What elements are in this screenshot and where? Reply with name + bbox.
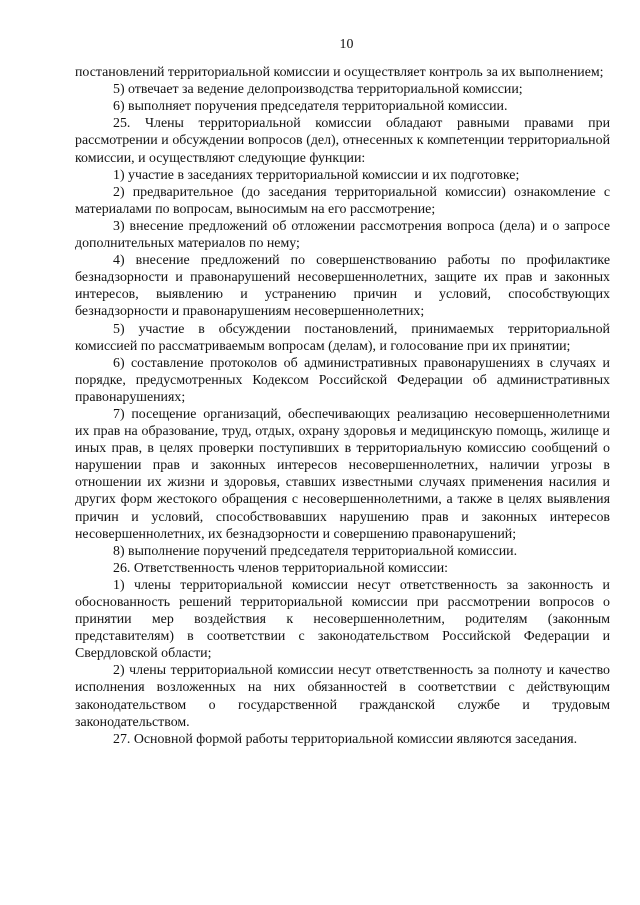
section-25-item-2: 2) предварительное (до заседания территориальной комиссии) ознакомление с материалами по вопросам, выносимым на его рассмотрение;: [75, 184, 610, 217]
list-item-6-orders: 6) выполняет поручения председателя территориальной комиссии.: [113, 99, 508, 115]
section-26-item-1: 1) члены территориальной комиссии несут ответственность за законность и обоснованность решений территориальной комиссии при рассмотрении вопросов о принятии мер воздействия к несовершеннолетним, родителям (законным представителям) в соответствии с законодательством Российской Федерации и Свердловской области;: [75, 577, 610, 662]
page-number: 10: [339, 37, 354, 52]
section-25-heading: 25. Члены территориальной комиссии обладают равными правами при рассмотрении и обсуждении вопросов (дел), отнесенных к компетенции территориальной комиссии, и осуществляют следующие функции:: [75, 116, 610, 166]
section-25-item-4: 4) внесение предложений по совершенствованию работы по профилактике безнадзорности и правонарушений несовершеннолетних, защите их прав и законных интересов, выявлению и устранению причин и условий, способствующих безнадзорности и правонарушениям несовершеннолетних;: [75, 253, 610, 320]
section-25-item-5: 5) участие в обсуждении постановлений, принимаемых территориальной комиссией по рассматриваемым вопросам (делам), и голосование при их принятии;: [75, 321, 610, 354]
section-25-item-1: 1) участие в заседаниях территориальной комиссии и их подготовке;: [113, 167, 520, 183]
section-25-item-8: 8) выполнение поручений председателя территориальной комиссии.: [113, 543, 518, 559]
list-item-5-records: 5) отвечает за ведение делопроизводства территориальной комиссии;: [113, 82, 523, 98]
section-26-heading: 26. Ответственность членов территориальной комиссии:: [113, 560, 449, 576]
section-27-paragraph: 27. Основной формой работы территориальной комиссии являются заседания.: [113, 731, 578, 747]
section-25-item-6: 6) составление протоколов об административных правонарушениях в случаях и порядке, предусмотренных Кодексом Российской Федерации об административных правонарушениях;: [75, 355, 610, 405]
paragraph-continuation: постановлений территориальной комиссии и осуществляет контроль за их выполнением;: [75, 65, 604, 81]
section-25-item-3: 3) внесение предложений об отложении рассмотрения вопроса (дела) и о запросе дополнительных материалов по нему;: [75, 218, 610, 252]
section-26-item-2: 2) члены территориальной комиссии несут ответственность за полноту и качество исполнения возложенных на них обязанностей в соответствии с действующим законодательством о государственной гражданской службе и трудовым законодательством.: [75, 663, 610, 730]
section-25-item-7: 7) посещение организаций, обеспечивающих реализацию несовершеннолетними их прав на образование, труд, отдых, охрану здоровья и медицинскую помощь, жилище и иных прав, в целях проверки поступивших в территориальную комиссию сообщений о нарушении прав и законных интересов несовершеннолетних, наличии угрозы в отношении их жизни и здоровья, ставших известными случаях применения насилия и других форм жестокого обращения с несовершеннолетними, а также в целях выявления причин и условий, способствовавших нарушению прав и законных интересов несовершеннолетних, их безнадзорности и совершению правонарушений;: [75, 406, 610, 542]
